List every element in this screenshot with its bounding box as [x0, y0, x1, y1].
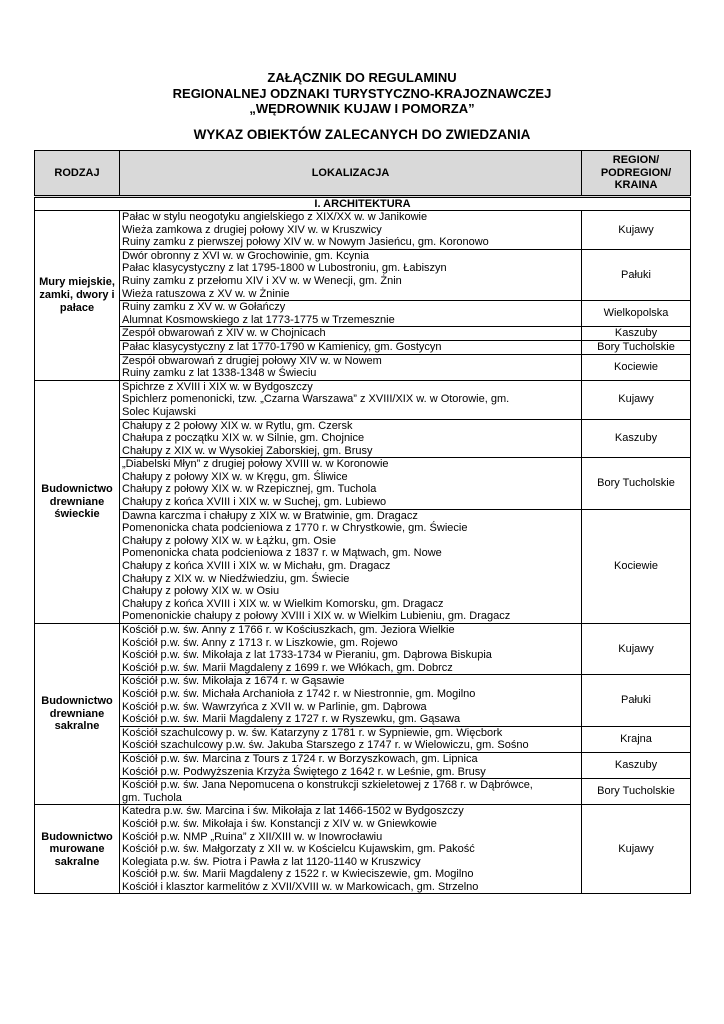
location-line: „Diabelski Młyn” z drugiej połowy XVIII w. w Koronowie [122, 458, 389, 471]
section-row [35, 197, 691, 211]
table-row [35, 752, 691, 778]
table-row [35, 675, 691, 726]
region-cell: Kujawy [582, 211, 691, 250]
header-title-line-1: ZAŁĄCZNIK DO REGULAMINU [267, 70, 457, 85]
location-cell [120, 249, 582, 300]
region-cell: Krajna [582, 726, 691, 752]
objects-table [34, 150, 691, 894]
category-cell: Budownictwo murowane sakralne [35, 805, 120, 894]
column-header-lokalizacja: LOKALIZACJA [120, 151, 582, 197]
table-row [35, 327, 691, 341]
region-cell: Bory Tucholskie [582, 340, 691, 354]
table-header-row [35, 151, 691, 197]
region-cell: Kaszuby [582, 419, 691, 458]
location-line: Pomenonicka chata podcieniowa z 1837 r. w Mątwach, gm. Nowe [122, 547, 442, 560]
location-line: Ruiny zamku z przełomu XIV i XV w. w Wenecji, gm. Żnin [122, 274, 402, 287]
region-cell: Kaszuby [582, 327, 691, 341]
category-cell: Budownictwo drewniane świeckie [35, 380, 120, 623]
location-line: Chałupy z końca XVIII i XIX w. w Michału, gm. Dragacz [122, 560, 391, 573]
location-line: Kościół p.w. św. Mikołaja i św. Konstancji z XIV w. w Gniewkowie [122, 817, 437, 830]
location-line: Kościół p.w. św. Marcina z Tours z 1724 r. w Borzyszkowach, gm. Lipnica [122, 752, 478, 765]
region-cell: Pałuki [582, 675, 691, 726]
table-row [35, 340, 691, 354]
location-line: Ruiny zamku z pierwszej połowy XIV w. w Nowym Jasieńcu, gm. Koronowo [122, 236, 489, 249]
category-cell: Mury miejskie, zamki, dwory i pałace [35, 211, 120, 381]
location-line: Zespół obwarowań z drugiej połowy XIV w. w Nowem [122, 354, 382, 367]
region-cell: Kujawy [582, 380, 691, 419]
table-row [35, 458, 691, 509]
location-line: Chałupy z połowy XIX w. w Kręgu, gm. Śliwice [122, 470, 348, 483]
table-row [35, 779, 691, 805]
location-cell [120, 327, 582, 341]
location-line: Chałupy z XIX w. w Niedźwiedziu, gm. Świecie [122, 572, 350, 585]
location-line: Kościół p.w. św. Anny z 1713 r. w Liszkowie, gm. Rojewo [122, 636, 398, 649]
location-line: Kościół p.w. NMP „Ruina” z XII/XIII w. w Inowrocławiu [122, 830, 383, 843]
location-line: Kościół p.w. św. Jana Nepomucena o konstrukcji szkieletowej z 1768 r. w Dąbrówce, [122, 779, 533, 792]
location-line: Dawna karczma i chałupy z XIX w. w Bratwinie, gm. Dragacz [122, 509, 418, 522]
table-row [35, 354, 691, 380]
location-line: Kościół p.w. św. Wawrzyńca z XVII w. w Parlinie, gm. Dąbrowa [122, 700, 427, 713]
table-row [35, 624, 691, 675]
table-row [35, 249, 691, 300]
location-line: Alumnat Kosmowskiego z lat 1773-1775 w Trzemesznie [122, 313, 395, 326]
location-cell [120, 380, 582, 419]
table-row [35, 380, 691, 419]
location-line: Chałupa z początku XIX w. w Silnie, gm. Chojnice [122, 432, 365, 445]
location-line: Kościół p.w. św. Marii Magdaleny z 1699 r. we Włókach, gm. Dobrcz [122, 661, 453, 674]
table-row [35, 509, 691, 623]
location-line: Chałupy z 2 połowy XIX w. w Rytlu, gm. Czersk [122, 419, 353, 432]
location-line: Ruiny zamku z XV w. w Gołańczy [122, 301, 286, 314]
location-line: Kościół p.w. św. Anny z 1766 r. w Kościuszkach, gm. Jeziora Wielkie [122, 624, 455, 636]
location-line: Kościół p.w. św. Michała Archanioła z 1742 r. w Niestronnie, gm. Mogilno [122, 687, 476, 700]
location-cell [120, 354, 582, 380]
location-line: gm. Tuchola [122, 791, 182, 804]
document-subtitle: WYKAZ OBIEKTÓW ZALECANYCH DO ZWIEDZANIA [193, 127, 531, 142]
region-cell: Kociewie [582, 354, 691, 380]
table-row [35, 211, 691, 250]
region-cell: Kujawy [582, 624, 691, 675]
category-cell: Budownictwo drewniane sakralne [35, 624, 120, 805]
location-line: Kościół p.w. św. Marii Magdaleny z 1522 r. w Kwieciszewie, gm. Mogilno [122, 868, 474, 881]
table-row [35, 301, 691, 327]
section-title: I. ARCHITEKTURA [35, 197, 691, 211]
location-cell [120, 340, 582, 354]
location-line: Spichlerz pomenonicki, tzw. „Czarna Warszawa” z XVIII/XIX w. w Otorowie, gm. [122, 393, 510, 406]
location-cell [120, 805, 582, 894]
location-line: Kościół p.w. św. Małgorzaty z XII w. w Kościelcu Kujawskim, gm. Pakość [122, 843, 475, 856]
location-line: Chałupy z połowy XIX w. w Osiu [122, 585, 280, 598]
table-row [35, 419, 691, 458]
location-line: Kościół szachulcowy p.w. św. Jakuba Starszego z 1747 r. w Wielowiczu, gm. Sośno [122, 739, 529, 752]
location-line: Chałupy z połowy XIX w. w Łążku, gm. Osie [122, 534, 336, 547]
location-cell [120, 624, 582, 675]
location-line: Pomenonicka chata podcieniowa z 1770 r. w Chrystkowie, gm. Świecie [122, 522, 468, 535]
location-line: Kościół szachulcowy p. w. św. Katarzyny z 1781 r. w Sypniewie, gm. Więcbork [122, 726, 503, 739]
column-header-region-line: KRAINA [614, 179, 658, 192]
column-header-rodzaj: RODZAJ [35, 151, 120, 197]
location-line: Kościół p.w. św. Marii Magdaleny z 1727 r. w Ryszewku, gm. Gąsawa [122, 713, 461, 726]
column-header-region [582, 151, 691, 197]
location-cell [120, 211, 582, 250]
location-line: Kościół p.w. Podwyższenia Krzyża Świętego z 1642 r. w Leśnie, gm. Brusy [122, 765, 486, 778]
header-title-line-3: „WĘDROWNIK KUJAW I POMORZA” [249, 101, 475, 116]
location-line: Pałac klasycystyczny z lat 1770-1790 w Kamienicy, gm. Gostycyn [122, 340, 442, 353]
location-cell [120, 419, 582, 458]
region-cell: Kujawy [582, 805, 691, 894]
location-line: Ruiny zamku z lat 1338-1348 w Świeciu [122, 367, 317, 380]
header-title-line-2: REGIONALNEJ ODZNAKI TURYSTYCZNO-KRAJOZNAWCZEJ [172, 86, 552, 101]
location-line: Chałupy z połowy XIX w. w Rzepicznej, gm. Tuchola [122, 483, 377, 496]
column-header-region-line: PODREGION/ [600, 166, 672, 179]
table-row [35, 726, 691, 752]
location-line: Chałupy z końca XVIII i XIX w. w Wielkim Komorsku, gm. Dragacz [122, 597, 444, 610]
region-cell: Kociewie [582, 509, 691, 623]
location-line: Kościół i klasztor karmelitów z XVII/XVIII w. w Markowicach, gm. Strzelno [122, 880, 479, 893]
location-cell [120, 458, 582, 509]
location-cell [120, 509, 582, 623]
region-cell: Bory Tucholskie [582, 458, 691, 509]
location-line: Solec Kujawski [122, 405, 196, 418]
location-cell [120, 301, 582, 327]
table-body [35, 197, 691, 894]
table-row [35, 805, 691, 894]
region-cell: Kaszuby [582, 752, 691, 778]
location-line: Pałac klasycystyczny z lat 1795-1800 w Lubostroniu, gm. Łabiszyn [122, 262, 447, 275]
location-line: Kościół p.w. św. Mikołaja z lat 1733-1734 w Pieraniu, gm. Dąbrowa Biskupia [122, 649, 492, 662]
region-cell: Wielkopolska [582, 301, 691, 327]
location-cell [120, 752, 582, 778]
location-line: Kolegiata p.w. św. Piotra i Pawła z lat 1120-1140 w Kruszwicy [122, 855, 421, 868]
location-line: Wieża ratuszowa z XV w. w Żninie [122, 287, 290, 300]
location-line: Wieża zamkowa z drugiej połowy XIV w. w Kruszwicy [122, 223, 382, 236]
location-line: Chałupy z końca XVIII i XIX w. w Suchej, gm. Lubiewo [122, 496, 387, 509]
location-cell [120, 726, 582, 752]
region-cell: Bory Tucholskie [582, 779, 691, 805]
location-line: Spichrze z XVIII i XIX w. w Bydgoszczy [122, 380, 313, 393]
location-line: Pałac w stylu neogotyku angielskiego z XIX/XX w. w Janikowie [122, 211, 428, 223]
location-line: Katedra p.w. św. Marcina i św. Mikołaja z lat 1466-1502 w Bydgoszczy [122, 805, 464, 818]
location-line: Dwór obronny z XVI w. w Grochowinie, gm. Kcynia [122, 249, 369, 262]
location-line: Kościół p.w. św. Mikołaja z 1674 r. w Gąsawie [122, 675, 345, 688]
location-cell [120, 779, 582, 805]
location-line: Zespół obwarowań z XIV w. w Chojnicach [122, 327, 326, 340]
location-line: Pomenonickie chałupy z połowy XVIII i XIX w. w Wielkim Lubieniu, gm. Dragacz [122, 610, 511, 623]
column-header-region-line: REGION/ [612, 154, 660, 167]
region-cell: Pałuki [582, 249, 691, 300]
location-cell [120, 675, 582, 726]
location-line: Chałupy z XIX w. w Wysokiej Zaborskiej, gm. Brusy [122, 444, 373, 457]
